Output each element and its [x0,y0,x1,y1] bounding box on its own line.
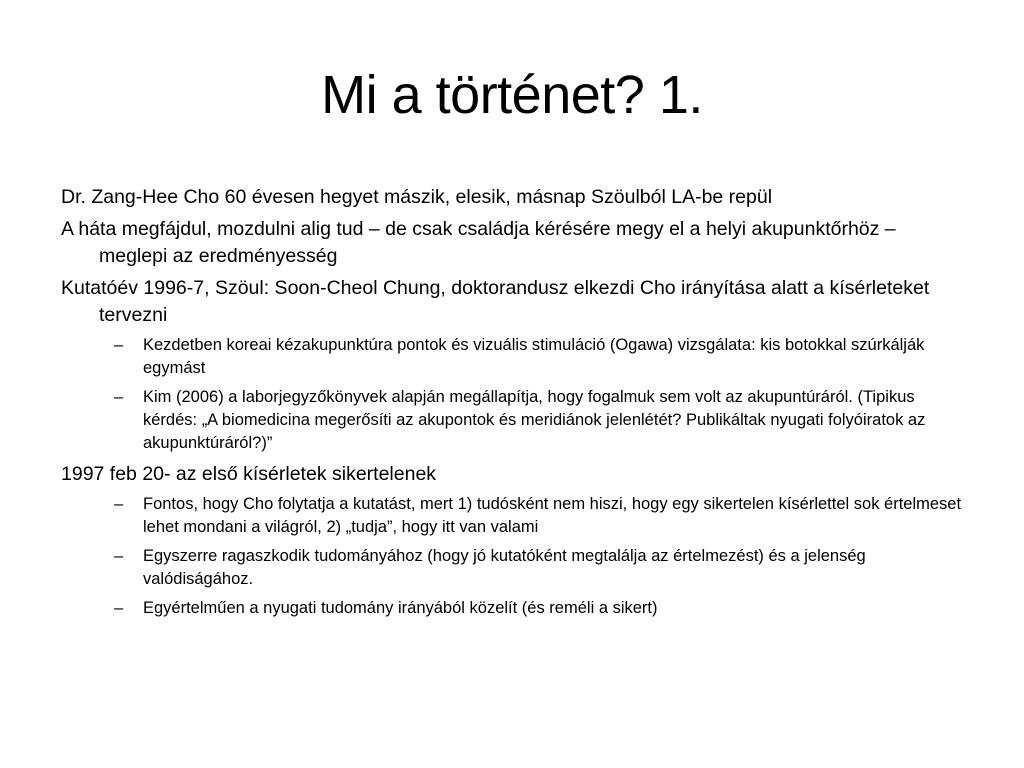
sub-bullet-4-3 [114,597,966,620]
bullet-3: Kutatóév 1996-7, Szöul: Soon-Cheol Chung, doktorandusz elkezdi Cho irányítása alatt a kísérleteket tervezni [61,277,930,326]
sub-bullet-text: Fontos, hogy Cho folytatja a kutatást, mert 1) tudósként nem hiszi, hogy egy sikertelen kísérlettel sok értelmeset lehet mondani a világról, 2) „tudja”, hogy itt van valami [143,495,962,536]
dash-marker: – [114,547,124,565]
sub-bullet-3-1 [114,334,966,380]
dash-marker: – [114,599,124,617]
dash-marker: – [114,495,124,513]
dash-marker: – [114,336,124,354]
slide-title: Mi a történet? 1. [321,65,703,125]
sub-bullet-text: Kezdetben koreai kézakupunktúra pontok és vizuális stimuláció (Ogawa) vizsgálata: kis botokkal szúrkálják egymást [143,336,925,377]
bullet-1: Dr. Zang-Hee Cho 60 évesen hegyet mászik, elesik, másnap Szöulból LA-be repül [61,186,773,208]
slide-body [61,184,966,626]
dash-marker: – [114,388,124,406]
sub-bullet-4-1 [114,493,966,539]
sub-bullet-3-2 [114,386,966,455]
sub-bullet-text: Egyszerre ragaszkodik tudományához (hogy jó kutatóként megtalálja az értelmezést) és a jelenség valódiságához. [143,547,866,588]
sub-bullet-text: Egyértelműen a nyugati tudomány irányából közelít (és reméli a sikert) [143,599,658,617]
bullet-2: A háta megfájdul, mozdulni alig tud – de csak családja kérésére megy el a helyi akupunktőrhöz – meglepi az eredményesség [61,218,896,267]
sub-bullet-text: Kim (2006) a laborjegyzőkönyvek alapján megállapítja, hogy fogalmuk sem volt az akupuntúráról. (Tipikus kérdés: „A biomedicina megerősíti az akupontok és meridiánok jelenlétét? Publikáltak nyugati folyóiratok az akupunktúráról?)” [143,388,926,452]
bullet-4: 1997 feb 20- az első kísérletek sikertelenek [61,463,437,485]
sub-bullet-4-2 [114,545,966,591]
